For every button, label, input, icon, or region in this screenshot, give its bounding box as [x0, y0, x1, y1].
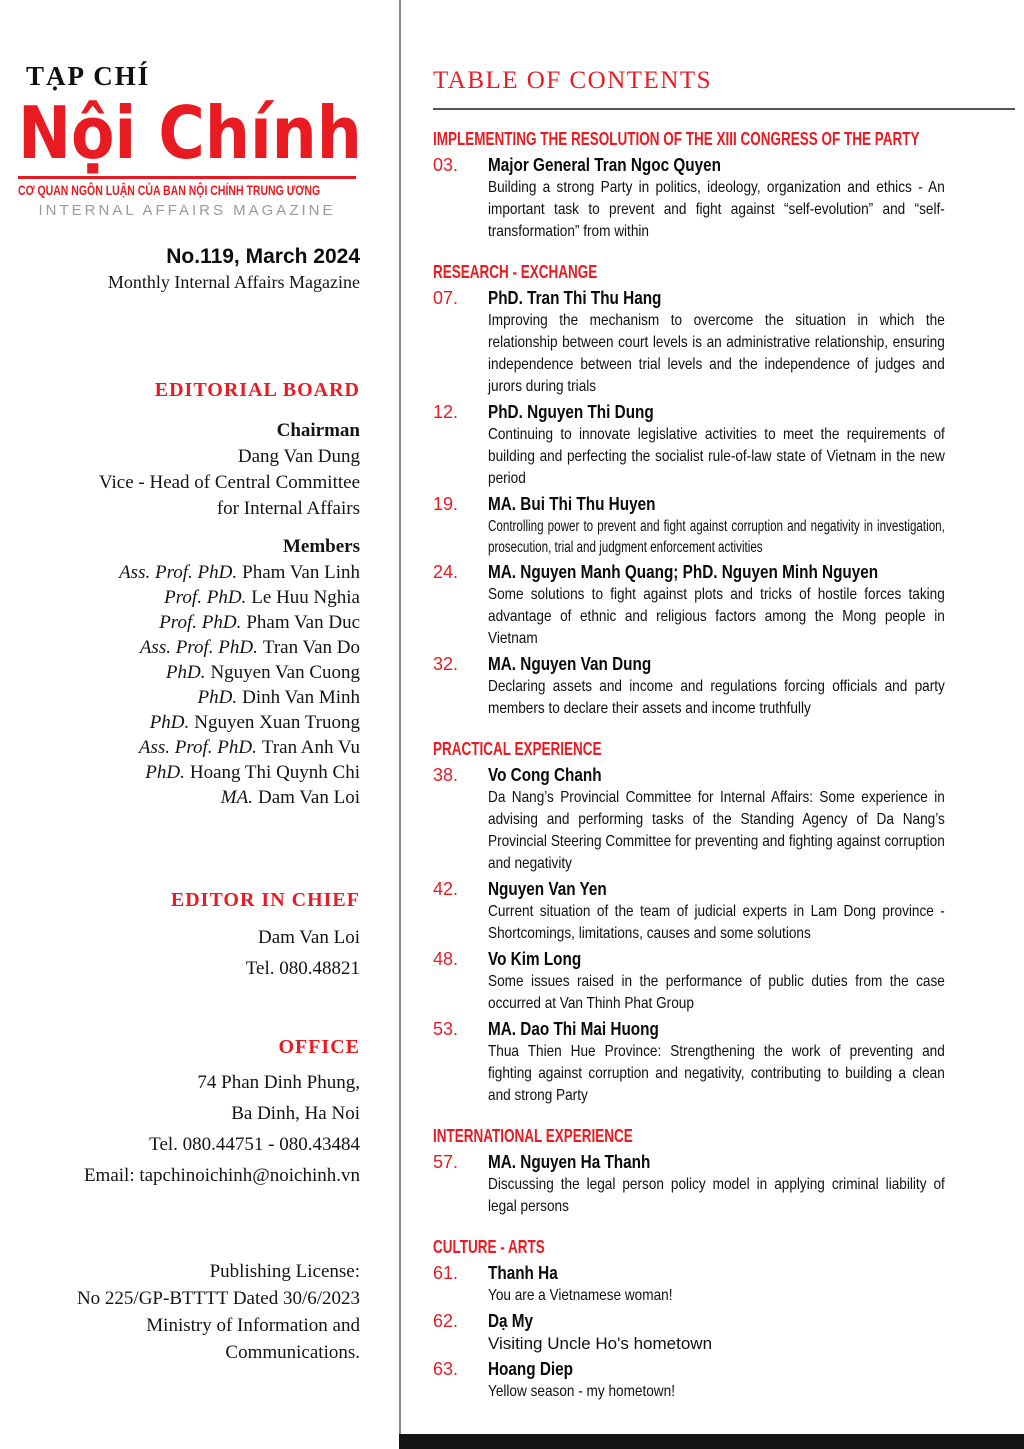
editorial-board [18, 378, 360, 810]
member-row [18, 610, 360, 635]
member-title: PhD. [145, 762, 185, 783]
office-address: 74 Phan Dinh Phung, [197, 1072, 360, 1093]
bottom-bar [399, 1434, 1024, 1449]
member-name: Pham Van Duc [246, 612, 360, 633]
toc-item-summary: Some solutions to fight against plots and tricks of hostile forces taking advantage of ethnic and religious factors among the Mong people in Vietnam [488, 586, 945, 647]
member-row [18, 760, 360, 785]
toc-section-heading: PRACTICAL EXPERIENCE [433, 739, 602, 759]
toc-item-page-number: 12. [433, 402, 459, 422]
toc-item-page-number: 32. [433, 654, 459, 674]
member-title: PhD. [197, 687, 238, 708]
license-line: Publishing License: [209, 1261, 360, 1282]
toc-item [433, 1261, 945, 1307]
logo-rule [18, 176, 356, 179]
toc-item-page-number: 63. [433, 1359, 459, 1379]
column-divider [399, 0, 401, 1449]
toc-item-author: Major General Tran Ngoc Quyen [488, 155, 721, 175]
toc-item [433, 1357, 945, 1403]
toc-item [433, 877, 945, 945]
toc-section [433, 1124, 945, 1218]
toc-item-author: PhD. Tran Thi Thu Hang [488, 288, 662, 308]
masthead-subtitle: INTERNAL AFFAIRS MAGAZINE [38, 202, 336, 219]
toc-item-page-number: 62. [433, 1311, 459, 1331]
toc-item [433, 400, 945, 490]
toc-item-author: MA. Nguyen Ha Thanh [488, 1152, 651, 1172]
toc-item-page-number: 48. [433, 949, 459, 969]
office-address: Ba Dinh, Ha Noi [231, 1103, 360, 1124]
publishing-license [18, 1258, 360, 1366]
toc-item-author: MA. Nguyen Manh Quang; PhD. Nguyen Minh Nguyen [488, 562, 879, 582]
member-title: Ass. Prof. PhD. [119, 562, 238, 583]
masthead-motto: CƠ QUAN NGÔN LUẬN CỦA BAN NỘI CHÍNH TRUNG ƯƠNG [18, 182, 321, 198]
member-row [18, 685, 360, 710]
toc-item-page-number: 07. [433, 288, 459, 308]
toc-section-heading: RESEARCH - EXCHANGE [433, 262, 598, 282]
license-line: No 225/GP-BTTTT Dated 30/6/2023 [76, 1288, 360, 1309]
toc-item-page-number: 19. [433, 494, 459, 514]
toc-item [433, 1309, 945, 1355]
toc-section [433, 260, 945, 720]
toc-item-page-number: 53. [433, 1019, 459, 1039]
toc-item-summary: Visiting Uncle Ho's hometown [488, 1334, 713, 1353]
toc-section-heading: INTERNATIONAL EXPERIENCE [433, 1126, 633, 1146]
member-title: MA. [220, 787, 253, 808]
toc-item-page-number: 57. [433, 1152, 459, 1172]
member-title: PhD. [149, 712, 190, 733]
member-title: Prof. PhD. [159, 612, 242, 633]
chairman-name: Dang Van Dung [237, 446, 360, 467]
toc-item-summary: Continuing to innovate legislative activities to meet the requirements of building and perfecting the socialist rule-of-law state of Vietnam in the new period [488, 426, 945, 487]
toc-item-summary: Thua Thien Hue Province: Strengthening the work of preventing and fighting against corruption and negativity, contributing to building a clean and strong Party [488, 1043, 945, 1104]
toc-section-heading: IMPLEMENTING THE RESOLUTION OF THE XIII CONGRESS OF THE PARTY [433, 129, 920, 149]
toc-item-summary: Da Nang’s Provincial Committee for Internal Affairs: Some experience in advising and performing tasks of the Standing Agency of Da Nang’s Provincial Steering Committee for preventing and fighting against corruption and negativity [488, 789, 945, 872]
table-of-contents [433, 66, 945, 1403]
editor-in-chief-heading: EDITOR IN CHIEF [170, 889, 360, 911]
member-name: Nguyen Van Cuong [210, 662, 360, 683]
toc-item-author: Dạ My [488, 1311, 534, 1331]
issue-info [18, 244, 360, 294]
members-label: Members [282, 536, 360, 557]
toc-item-summary: Building a strong Party in politics, ideology, organization and ethics - An important task to prevent and fight against “self-evolution” and “self-transformation” from within [488, 179, 945, 240]
member-name: Hoang Thi Quynh Chi [189, 762, 360, 783]
member-title: Ass. Prof. PhD. [138, 737, 257, 758]
toc-item-author: Vo Cong Chanh [488, 765, 602, 785]
toc-section [433, 737, 945, 1107]
member-name: Dinh Van Minh [242, 687, 360, 708]
member-name: Le Huu Nghia [251, 587, 360, 608]
toc-section [433, 127, 945, 243]
office-tel: Tel. 080.44751 - 080.43484 [149, 1134, 360, 1155]
issue-subtitle: Monthly Internal Affairs Magazine [107, 272, 360, 292]
toc-item-author: MA. Dao Thi Mai Huong [488, 1019, 659, 1039]
member-row [18, 560, 360, 585]
toc-item [433, 153, 945, 243]
member-row [18, 660, 360, 685]
chairman-title: for Internal Affairs [216, 498, 360, 519]
toc-item [433, 492, 945, 558]
toc-item-author: MA. Bui Thi Thu Huyen [488, 494, 656, 514]
member-title: Prof. PhD. [164, 587, 247, 608]
toc-item-summary: You are a Vietnamese woman! [488, 1287, 673, 1304]
toc-item-author: Nguyen Van Yen [488, 879, 607, 899]
toc-item [433, 652, 945, 720]
editorial-board-heading: EDITORIAL BOARD [154, 379, 360, 401]
toc-section [433, 1235, 945, 1403]
toc-title-rule [433, 108, 1015, 110]
toc-item-summary: Discussing the legal person policy model in applying criminal liability of legal persons [488, 1176, 945, 1215]
license-line: Ministry of Information and [146, 1315, 360, 1336]
editor-in-chief [18, 888, 360, 984]
member-name: Nguyen Xuan Truong [194, 712, 360, 733]
toc-item [433, 560, 945, 650]
member-row [18, 585, 360, 610]
toc-item-author: Vo Kim Long [488, 949, 582, 969]
masthead [18, 60, 364, 221]
chairman-title: Vice - Head of Central Committee [98, 472, 360, 493]
toc-item-author: Thanh Ha [488, 1263, 558, 1283]
office-heading: OFFICE [278, 1036, 360, 1058]
member-title: PhD. [165, 662, 206, 683]
toc-title: TABLE OF CONTENTS [433, 67, 713, 94]
toc-item-summary: Yellow season - my hometown! [488, 1383, 675, 1400]
toc-item [433, 1017, 945, 1107]
member-name: Pham Van Linh [242, 562, 360, 583]
chairman-label: Chairman [276, 420, 360, 441]
toc-item-author: Hoang Diep [488, 1359, 574, 1379]
magazine-logo: Nội Chính [18, 91, 362, 175]
toc-item-summary: Declaring assets and income and regulations forcing officials and party members to declare their assets and income truthfully [488, 678, 945, 717]
issue-number: No.119, March 2024 [166, 245, 360, 268]
toc-item-author: MA. Nguyen Van Dung [488, 654, 652, 674]
toc-item-page-number: 42. [433, 879, 459, 899]
toc-section-heading: CULTURE - ARTS [433, 1237, 545, 1257]
office-email: Email: tapchinoichinh@noichinh.vn [83, 1165, 360, 1186]
member-row [18, 635, 360, 660]
member-name: Dam Van Loi [257, 787, 360, 808]
masthead-tagline: TẠP CHÍ [26, 61, 151, 91]
toc-item-summary: Controlling power to prevent and fight against corruption and negativity in investigation, prosecution, trial and judgment enforcement activities [488, 518, 945, 556]
toc-item-page-number: 03. [433, 155, 459, 175]
toc-item-summary: Some issues raised in the performance of public duties from the case occurred at Van Thinh Phat Group [488, 973, 945, 1012]
member-row [18, 710, 360, 735]
left-column [18, 60, 364, 1363]
toc-item-page-number: 38. [433, 765, 459, 785]
editor-in-chief-name: Dam Van Loi [257, 927, 360, 948]
toc-item-summary: Current situation of the team of judicial experts in Lam Dong province - Shortcomings, limitations, causes and some solutions [488, 903, 945, 942]
member-row [18, 735, 360, 760]
office-block [18, 1035, 360, 1191]
editor-in-chief-tel: Tel. 080.48821 [245, 958, 360, 979]
member-name: Tran Anh Vu [261, 737, 360, 758]
toc-item-author: PhD. Nguyen Thi Dung [488, 402, 654, 422]
member-name: Tran Van Do [262, 637, 360, 658]
member-row [18, 785, 360, 810]
toc-item [433, 763, 945, 875]
license-line: Communications. [225, 1342, 360, 1363]
toc-item-page-number: 61. [433, 1263, 459, 1283]
toc-item [433, 286, 945, 398]
toc-item [433, 1150, 945, 1218]
member-title: Ass. Prof. PhD. [139, 637, 258, 658]
toc-item-page-number: 24. [433, 562, 459, 582]
toc-item [433, 947, 945, 1015]
toc-item-summary: Improving the mechanism to overcome the situation in which the relationship between court levels is an administrative relationship, ensuring independence between trial levels and the independence of judges and jurors during trials [488, 312, 945, 395]
